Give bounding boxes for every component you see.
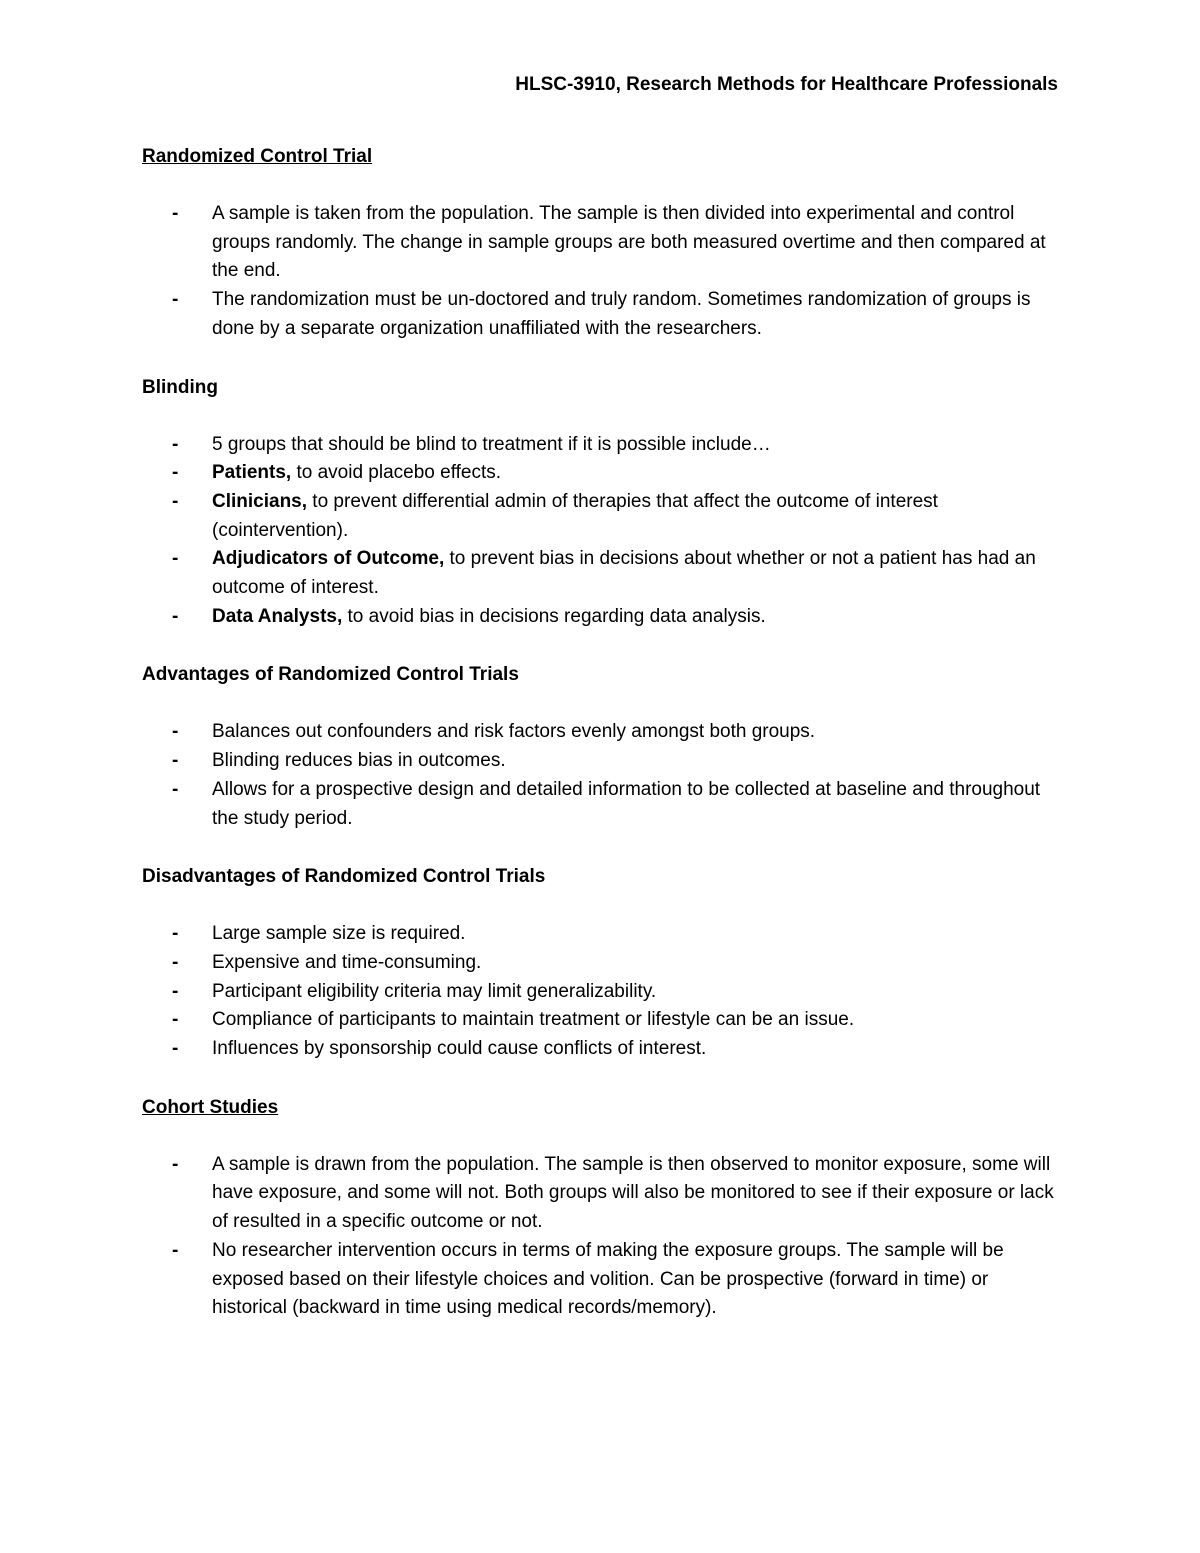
bullet-text: to prevent differential admin of therapies that affect the outcome of interest (cointervention).: [212, 490, 938, 541]
bullet-text: Large sample size is required.: [212, 923, 466, 945]
bullet-item: [142, 1237, 1058, 1323]
section-title: [142, 862, 1058, 891]
bullet-item: [142, 718, 1058, 747]
bullet-lead: Patients,: [212, 462, 292, 484]
section: [142, 373, 1058, 632]
bullet-lead: Data Analysts,: [212, 605, 343, 627]
dash-bullet-icon: -: [172, 951, 179, 973]
bullet-text: to avoid bias in decisions regarding data analysis.: [342, 605, 766, 627]
bullet-lead: Adjudicators of Outcome,: [212, 548, 445, 570]
bullet-text: The randomization must be un-doctored and truly random. Sometimes randomization of groups is done by a separate organization unaffiliated with the researchers.: [212, 289, 1031, 339]
section-title: [142, 142, 1058, 171]
dash-bullet-icon: -: [172, 433, 179, 455]
section: [142, 660, 1058, 833]
bullet-list: [142, 718, 1058, 833]
bullet-text: A sample is taken from the population. The sample is then divided into experimental and control groups randomly. The change in sample groups are both measured overtime and then compared at the end.: [212, 203, 1046, 282]
dash-bullet-icon: -: [172, 1153, 179, 1175]
dash-bullet-icon: -: [172, 980, 179, 1002]
bullet-text: to prevent bias in decisions about whether or not a patient has had an outcome of interest.: [212, 548, 1036, 599]
section-title-text: Disadvantages of Randomized Control Trials: [142, 866, 546, 888]
bullet-text: Expensive and time-consuming.: [212, 951, 482, 973]
bullet-item: [142, 1006, 1058, 1035]
bullet-list: [142, 1151, 1058, 1323]
dash-bullet-icon: -: [172, 750, 179, 772]
dash-bullet-icon: -: [172, 721, 179, 743]
bullet-item: [142, 949, 1058, 978]
section-title-text: Blinding: [142, 376, 218, 398]
bullet-list: [142, 920, 1058, 1064]
bullet-item: [142, 1035, 1058, 1064]
bullet-text: No researcher intervention occurs in terms of making the exposure groups. The sample will be exposed based on their lifestyle choices and volition. Can be prospective (forward in time) or historical (backward in time using medical records/memory).: [212, 1239, 1004, 1319]
section: [142, 1093, 1058, 1323]
bullet-list: [142, 200, 1058, 344]
section-title-text: Randomized Control Trial: [142, 146, 373, 167]
dash-bullet-icon: -: [172, 605, 179, 627]
bullet-item: [142, 488, 1058, 545]
bullet-item: [142, 459, 1058, 488]
bullet-item: [142, 776, 1058, 833]
bullet-item: [142, 431, 1058, 460]
section-title: [142, 1093, 1058, 1122]
dash-bullet-icon: -: [172, 490, 179, 512]
bullet-text: Participant eligibility criteria may limit generalizability.: [212, 980, 657, 1002]
bullet-item: [142, 200, 1058, 286]
bullet-item: [142, 920, 1058, 949]
bullet-item: [142, 978, 1058, 1007]
bullet-text: Influences by sponsorship could cause conflicts of interest.: [212, 1038, 707, 1060]
dash-bullet-icon: -: [172, 923, 179, 945]
bullet-item: [142, 545, 1058, 602]
bullet-item: [142, 286, 1058, 343]
bullet-item: [142, 1151, 1058, 1237]
dash-bullet-icon: -: [172, 462, 179, 484]
dash-bullet-icon: -: [172, 289, 179, 311]
bullet-text: Compliance of participants to maintain treatment or lifestyle can be an issue.: [212, 1009, 855, 1031]
course-header: HLSC-3910, Research Methods for Healthcare Professionals: [515, 74, 1058, 95]
bullet-text: to avoid placebo effects.: [291, 462, 502, 484]
bullet-item: [142, 603, 1058, 632]
dash-bullet-icon: -: [172, 1239, 179, 1261]
dash-bullet-icon: -: [172, 203, 179, 224]
bullet-text: Allows for a prospective design and detailed information to be collected at baseline and throughout the study period.: [212, 778, 1041, 829]
dash-bullet-icon: -: [172, 778, 179, 800]
section: [142, 862, 1058, 1064]
bullet-list: [142, 431, 1058, 632]
section: [142, 142, 1058, 344]
section-title: [142, 660, 1058, 689]
bullet-item: [142, 747, 1058, 776]
bullet-text: A sample is drawn from the population. The sample is then observed to monitor exposure, some will have exposure, and some will not. Both groups will also be monitored to see if their exposure or lack of resulted in a specific outcome or not.: [212, 1153, 1054, 1233]
dash-bullet-icon: -: [172, 1009, 179, 1031]
bullet-text: Blinding reduces bias in outcomes.: [212, 750, 506, 772]
dash-bullet-icon: -: [172, 1038, 179, 1060]
section-title-text: Advantages of Randomized Control Trials: [142, 664, 519, 686]
section-title-text: Cohort Studies: [142, 1096, 279, 1118]
section-title: [142, 373, 1058, 402]
bullet-lead: Clinicians,: [212, 490, 308, 512]
dash-bullet-icon: -: [172, 548, 179, 570]
document-body: [142, 142, 1058, 1352]
bullet-text: Balances out confounders and risk factors evenly amongst both groups.: [212, 721, 816, 743]
bullet-text: 5 groups that should be blind to treatment if it is possible include…: [212, 433, 771, 455]
